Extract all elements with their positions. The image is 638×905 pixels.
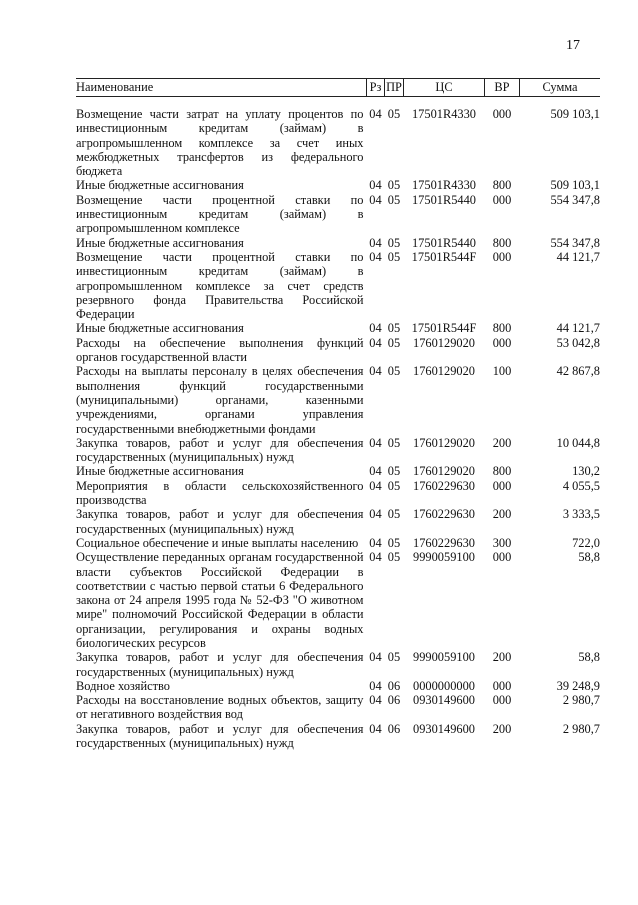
cell-pr: 05 (387, 435, 401, 450)
cell-rz: 04 (369, 435, 382, 450)
cell-cs: 17501R5440 (411, 235, 477, 250)
cell-cs: 17501R5440 (411, 192, 477, 207)
table-row (76, 550, 600, 650)
cell-sum: 130,2 (572, 464, 600, 479)
cell-vr: 200 (492, 721, 512, 736)
table-row (76, 193, 600, 236)
cell-vr: 100 (492, 364, 512, 379)
cell-name: Иные бюджетные ассигнования (76, 178, 244, 193)
cell-vr: 000 (492, 693, 512, 708)
cell-pr: 05 (387, 507, 401, 522)
table-row (76, 178, 600, 192)
header-pr: ПР (385, 79, 404, 97)
cell-vr: 800 (492, 464, 512, 479)
cell-vr: 800 (492, 235, 512, 250)
cell-vr: 200 (492, 507, 512, 522)
cell-name: Расходы на обеспечение выполнения функций органов государственной власти (76, 335, 364, 365)
cell-name: Водное хозяйство (76, 678, 171, 693)
cell-name: Закупка товаров, работ и услуг для обеспечения государственных (муниципальных) нужд (76, 650, 364, 679)
cell-rz: 04 (369, 550, 382, 565)
header-vr: ВР (485, 79, 520, 97)
cell-sum: 58,8 (578, 550, 600, 565)
cell-rz: 04 (369, 535, 382, 550)
cell-pr: 05 (387, 107, 401, 121)
cell-name: Закупка товаров, работ и услуг для обеспечения государственных (муниципальных) нужд (76, 507, 364, 536)
cell-vr: 000 (492, 478, 512, 493)
table-row (76, 722, 600, 751)
cell-rz: 04 (369, 464, 382, 479)
cell-vr: 000 (492, 192, 512, 207)
budget-table (76, 78, 600, 750)
cell-cs: 1760229630 (413, 507, 475, 522)
cell-sum: 44 121,7 (556, 321, 600, 336)
cell-cs: 0930149600 (413, 693, 475, 708)
cell-pr: 05 (387, 364, 401, 379)
header-rz: Рз (367, 79, 385, 97)
table-row (76, 321, 600, 335)
cell-vr: 000 (492, 107, 512, 121)
cell-pr: 05 (387, 535, 401, 550)
table-row (76, 679, 600, 693)
cell-rz: 04 (369, 693, 382, 708)
cell-rz: 04 (369, 721, 382, 736)
table-row (76, 250, 600, 321)
cell-rz: 04 (369, 335, 382, 350)
cell-name: Иные бюджетные ассигнования (76, 235, 244, 250)
cell-name: Возмещение части процентной ставки по инвестиционным кредитам (займам) в агропромышленном комплексе (76, 192, 364, 236)
cell-pr: 05 (387, 335, 401, 350)
cell-name: Осуществление переданных органам государственной власти субъектов Российской Федерации в соответствии с частью первой статьи 6 Федерального закона от 24 апреля 1995 года № 52-ФЗ "О животном мире" полномочий Российской Федерации в области организации, регулирования и охраны водных биологических ресурсов (76, 550, 364, 650)
table-row (76, 650, 600, 679)
cell-cs: 0930149600 (413, 721, 475, 736)
cell-pr: 05 (387, 178, 401, 193)
cell-rz: 04 (369, 249, 382, 264)
cell-name: Мероприятия в области сельскохозяйственного производства (76, 478, 364, 508)
header-name: Наименование (76, 79, 367, 97)
cell-cs: 1760129020 (413, 435, 475, 450)
cell-pr: 06 (387, 721, 401, 736)
table-row (76, 97, 600, 179)
cell-sum: 44 121,7 (556, 249, 600, 264)
cell-pr: 06 (387, 678, 401, 693)
cell-name: Закупка товаров, работ и услуг для обеспечения государственных (муниципальных) нужд (76, 435, 364, 465)
cell-name: Возмещение части процентной ставки по инвестиционным кредитам (займам) в агропромышленном комплексе за счет средств резервного фонда Правительства Российской Федерации (76, 249, 364, 322)
table-row (76, 507, 600, 536)
cell-vr: 000 (492, 249, 512, 264)
table-row (76, 236, 600, 250)
cell-vr: 300 (492, 535, 512, 550)
cell-sum: 2 980,7 (562, 721, 600, 736)
cell-name: Возмещение части затрат на уплату процентов по инвестиционным кредитам (займам) в агропромышленном комплексе за счет иных межбюджетных трансфертов из федерального бюджета (76, 107, 364, 179)
cell-sum: 58,8 (578, 650, 600, 665)
cell-pr: 05 (387, 464, 401, 479)
cell-name: Иные бюджетные ассигнования (76, 321, 244, 336)
cell-rz: 04 (369, 321, 382, 336)
cell-vr: 200 (492, 435, 512, 450)
cell-sum: 39 248,9 (556, 678, 600, 693)
table-body (76, 97, 600, 751)
cell-vr: 000 (492, 335, 512, 350)
table-row (76, 436, 600, 465)
cell-vr: 000 (492, 678, 512, 693)
cell-cs: 1760229630 (413, 535, 475, 550)
cell-rz: 04 (369, 364, 382, 379)
table-row (76, 479, 600, 508)
cell-rz: 04 (369, 678, 382, 693)
cell-pr: 05 (387, 235, 401, 250)
page-number: 17 (566, 38, 580, 53)
cell-cs: 1760129020 (413, 335, 475, 350)
cell-pr: 05 (387, 249, 401, 264)
cell-sum: 3 333,5 (562, 507, 600, 522)
cell-vr: 800 (492, 321, 512, 336)
cell-sum: 4 055,5 (562, 478, 600, 493)
cell-sum: 554 347,8 (550, 235, 600, 250)
cell-rz: 04 (369, 507, 382, 522)
cell-rz: 04 (369, 178, 382, 193)
cell-vr: 800 (492, 178, 512, 193)
cell-sum: 722,0 (572, 535, 600, 550)
cell-name: Закупка товаров, работ и услуг для обеспечения государственных (муниципальных) нужд (76, 721, 364, 751)
table-header (76, 79, 600, 97)
cell-name: Социальное обеспечение и иные выплаты населению (76, 535, 359, 550)
cell-sum: 509 103,1 (550, 178, 600, 193)
cell-cs: 9990059100 (413, 550, 475, 565)
cell-name: Расходы на восстановление водных объектов, защиту от негативного воздействия вод (76, 693, 364, 722)
table-row (76, 693, 600, 722)
cell-cs: 17501R4330 (411, 178, 477, 193)
cell-vr: 000 (492, 550, 512, 565)
cell-rz: 04 (369, 650, 382, 665)
cell-cs: 17501R544F (411, 321, 477, 336)
cell-sum: 10 044,8 (556, 435, 600, 450)
cell-cs: 1760229630 (413, 478, 475, 493)
cell-rz: 04 (369, 107, 382, 121)
cell-name: Иные бюджетные ассигнования (76, 464, 244, 479)
cell-rz: 04 (369, 192, 382, 207)
cell-sum: 509 103,1 (550, 107, 600, 121)
cell-cs: 17501R544F (411, 249, 477, 264)
cell-pr: 06 (387, 693, 401, 708)
cell-cs: 0000000000 (413, 678, 475, 693)
cell-sum: 554 347,8 (550, 192, 600, 207)
table-row (76, 336, 600, 365)
cell-name: Расходы на выплаты персоналу в целях обеспечения выполнения функций государственными (муниципальными) органами, казенными учреждениями, органами управления государственными внебюджетными фондами (76, 364, 364, 436)
cell-cs: 9990059100 (413, 650, 475, 665)
cell-pr: 05 (387, 650, 401, 665)
cell-rz: 04 (369, 478, 382, 493)
table-row (76, 364, 600, 435)
cell-cs: 17501R4330 (411, 107, 477, 121)
table-row (76, 536, 600, 550)
cell-cs: 1760129020 (413, 464, 475, 479)
cell-pr: 05 (387, 321, 401, 336)
cell-pr: 05 (387, 478, 401, 493)
header-cs: ЦС (404, 79, 485, 97)
cell-sum: 42 867,8 (556, 364, 600, 379)
cell-sum: 53 042,8 (556, 335, 600, 350)
cell-cs: 1760129020 (413, 364, 475, 379)
cell-sum: 2 980,7 (562, 693, 600, 708)
header-sum: Сумма (520, 79, 601, 97)
cell-pr: 05 (387, 192, 401, 207)
cell-vr: 200 (492, 650, 512, 665)
table-row (76, 464, 600, 478)
cell-pr: 05 (387, 550, 401, 565)
cell-rz: 04 (369, 235, 382, 250)
